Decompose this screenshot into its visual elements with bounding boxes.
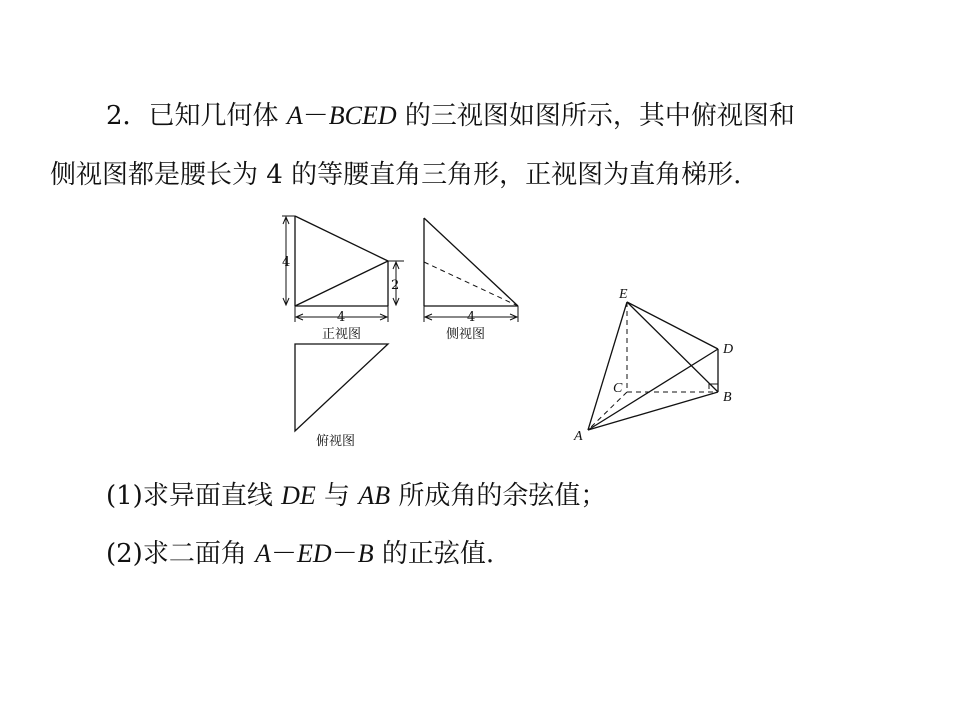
problem-line-1-rest: 的三视图如图所示，其中俯视图和 <box>396 101 795 131</box>
dim-front-right-label: 2 <box>391 278 400 293</box>
point-label-c: C <box>613 381 623 396</box>
var-a: A <box>286 101 303 130</box>
var-a: A <box>255 539 271 568</box>
var-ed: ED <box>297 539 332 568</box>
point-label-e: E <box>619 287 628 302</box>
side-hidden-edge <box>424 262 518 306</box>
point-label-b: B <box>723 390 732 405</box>
question-2 <box>106 536 494 572</box>
var-bced: BCED <box>328 101 397 130</box>
q1-mid: 与 <box>315 481 359 511</box>
solid-figure <box>588 302 718 430</box>
var-ab: AB <box>358 481 391 510</box>
dim-front-width-label: 4 <box>337 310 346 325</box>
front-top-edge <box>295 216 388 261</box>
front-view-caption: 正视图 <box>322 327 362 342</box>
q2-suffix: 的正弦值. <box>373 539 495 569</box>
q2-prefix: (2)求二面角 <box>106 539 256 569</box>
front-diagonal <box>295 261 388 306</box>
edge-EB <box>627 302 718 392</box>
side-hypotenuse <box>424 218 518 306</box>
front-view <box>282 216 404 322</box>
dim-side-width-label: 4 <box>467 310 476 325</box>
q1-prefix: (1)求异面直线 <box>106 481 282 511</box>
side-view <box>424 218 518 322</box>
dash: － <box>302 101 329 131</box>
point-label-a: A <box>574 429 583 444</box>
dash: － <box>331 539 358 569</box>
dim-front-height-label: 4 <box>282 255 291 270</box>
top-view <box>295 344 388 431</box>
problem-line-2: 侧视图都是腰长为 4 的等腰直角三角形，正视图为直角梯形. <box>50 160 742 190</box>
var-b: B <box>357 539 374 568</box>
edge-AD <box>588 349 718 430</box>
var-de: DE <box>281 481 316 510</box>
problem-number-text: 2．已知几何体 <box>106 101 287 131</box>
q1-suffix: 所成角的余弦值； <box>390 481 607 511</box>
point-label-d: D <box>723 342 734 357</box>
dash: － <box>271 539 298 569</box>
question-1 <box>106 478 606 514</box>
edge-ED <box>627 302 718 349</box>
side-view-caption: 侧视图 <box>446 327 486 342</box>
top-view-caption: 俯视图 <box>316 434 356 449</box>
top-triangle <box>295 344 388 431</box>
